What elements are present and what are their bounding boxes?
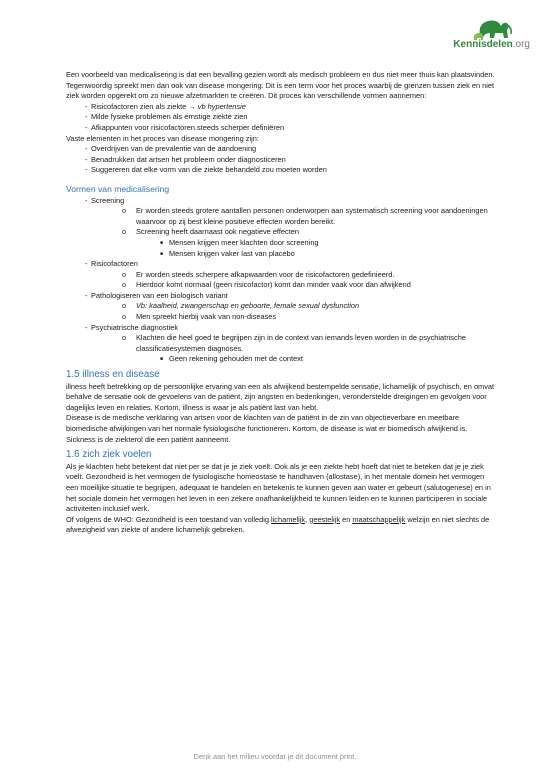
sub-list-item: o Vb: kaalheid, zwangerschap en geboorte, female sexual dysfunction xyxy=(122,301,360,311)
sub-sub-list-item: ■ Mensen krijgen vaker last van placebo xyxy=(160,248,295,258)
elephants-icon xyxy=(470,12,522,42)
sub-list-item: o Men spreekt hierbij vaak van non-diseases xyxy=(122,312,277,322)
sub-list-item: o Screening heeft daarnaast ook negatieve effecten xyxy=(122,227,299,237)
sub-list-item: o Hierdoor komt normaal (geen risicofactor) komt dan minder vaak voor dan afwijkend xyxy=(122,280,411,290)
disease-paragraph: Disease is de medische verklaring van artsen voor de klachten van de patiënt in de zin van objectieverbare en meetbare biomedische afwijkingen van het normale fysiologische functioneren. Kortom, de disease is wat er biomedisch afwijkend is. xyxy=(66,413,468,433)
elements-intro: Vaste elementen in het proces van disease mongering zijn: xyxy=(66,133,259,143)
list-item: - Screening xyxy=(85,195,125,205)
list-item: - Overdrijven van de prevalentie van de aandoening xyxy=(85,144,257,154)
list-item: - Psychiatrische diagnostiek xyxy=(85,322,179,332)
sub-list-item: o Er worden steeds scherpere afkapwaarden voor de risicofactoren gedefinieerd. xyxy=(122,269,395,279)
list-item: - Suggereren dat elke vorm van die ziekte behandeld zou moeten worden xyxy=(85,165,327,175)
health-paragraph: Als je klachten hebt betekent dat niet per se dat je je ziek voelt. Ook als je een ziekte hebt hoeft dat niet te beteken dat je je ziek voelt. Gezondheid is het vermogen de fysiologische homeostase te handhaven (allostase), in het mentale domein het vermogen een moeilijke situatie te begrijpen, adequaat te handelen en betekenis te kunnen geven aan water er gebeurt (salutogenese) en in het sociale domein het vermogen het leven in een zekere onafhankelijkheid te kunnen leiden en te kunnen participeren in sociale activiteiten inclusief werk. xyxy=(66,461,491,514)
list-item: - Risicofactoren xyxy=(85,259,138,269)
mongering-forms-list xyxy=(66,102,498,134)
list-item: - Risicofactoren zien als ziekte → vb hypertensie xyxy=(85,101,246,111)
sub-sub-list-item: ■ Geen rekening gehouden met de context xyxy=(160,354,303,364)
document-body xyxy=(66,70,498,536)
page-footer: Denk aan het milieu voordat je dit document print. xyxy=(193,752,357,761)
sub-list-item: o Er worden steeds grotere aantallen personen onderworpen aan systematisch screening voor aandoeningen waarvoor op zij best kleine positieve effecten worden bereikt. xyxy=(122,206,488,226)
sub-list-item: o Klachten die heel goed te begrijpen zijn in de context van iemands leven worden in de psychiatrische classificatiesystemen diagnoses. xyxy=(122,333,466,353)
sub-sub-list-item: ■ Mensen krijgen meer klachten door screening xyxy=(160,237,319,247)
section-heading-1-6: 1.6 zich ziek voelen xyxy=(66,449,152,461)
sickness-paragraph: Sickness is de ziekterol die een patiënt aanneemt. xyxy=(66,434,231,444)
logo-wordmark: Kennisdelen.org xyxy=(453,39,530,50)
vormen-list xyxy=(66,196,498,366)
mongering-elements-list xyxy=(66,144,498,176)
intro-paragraph: Een voorbeeld van medicalisering is dat een bevalling gezien wordt als medisch probleem en dus niet meer thuis kan plaatsvinden. Tegenwoordig spreekt men dan ook van disease mongering. Dit is een term voor het proces waarbij de grenzen tussen ziek en niet ziek worden opgerekt om zo nieuwe afzetmarkten te creëren. Dit proces kan verschillende vormen aannemen: xyxy=(66,70,495,101)
section-heading-vormen: Vormen van medicalisering xyxy=(66,183,170,194)
who-definition: Of volgens de WHO: Gezondheid is een toestand van volledig lichamelijk, geestelijk en maatschappelijk welzijn en niet slechts de afwezigheid van ziekte of andere lichamelijk gebreken. xyxy=(66,514,490,535)
section-heading-1-5: 1.5 illness en disease xyxy=(66,369,160,381)
illness-paragraph: illness heeft betrekking op de persoonlijke ervaring van een als afwijkend bestempelde sensatie, lichamelijk of psychisch, en omvat behalve de sensatie ook de gevoelens van de patiënt, zijn angsten en bedenkingen, veronderstelde dreigingen en gevolgen voor dagelijks leven en relaties. Kortom, illness is waar je als patiënt last van hebt. xyxy=(66,381,495,412)
list-item: - Milde fysieke problemen als ernstige ziekte zien xyxy=(85,112,248,122)
kennisdelen-logo xyxy=(418,12,530,52)
list-item: - Benadrukken dat artsen het probleem onder diagnosticeren xyxy=(85,154,286,164)
list-item: - Afkappunten voor risicofactoren steeds scherper definiëren xyxy=(85,122,285,132)
list-item: - Pathologiseren van een biologisch variant xyxy=(85,290,228,300)
